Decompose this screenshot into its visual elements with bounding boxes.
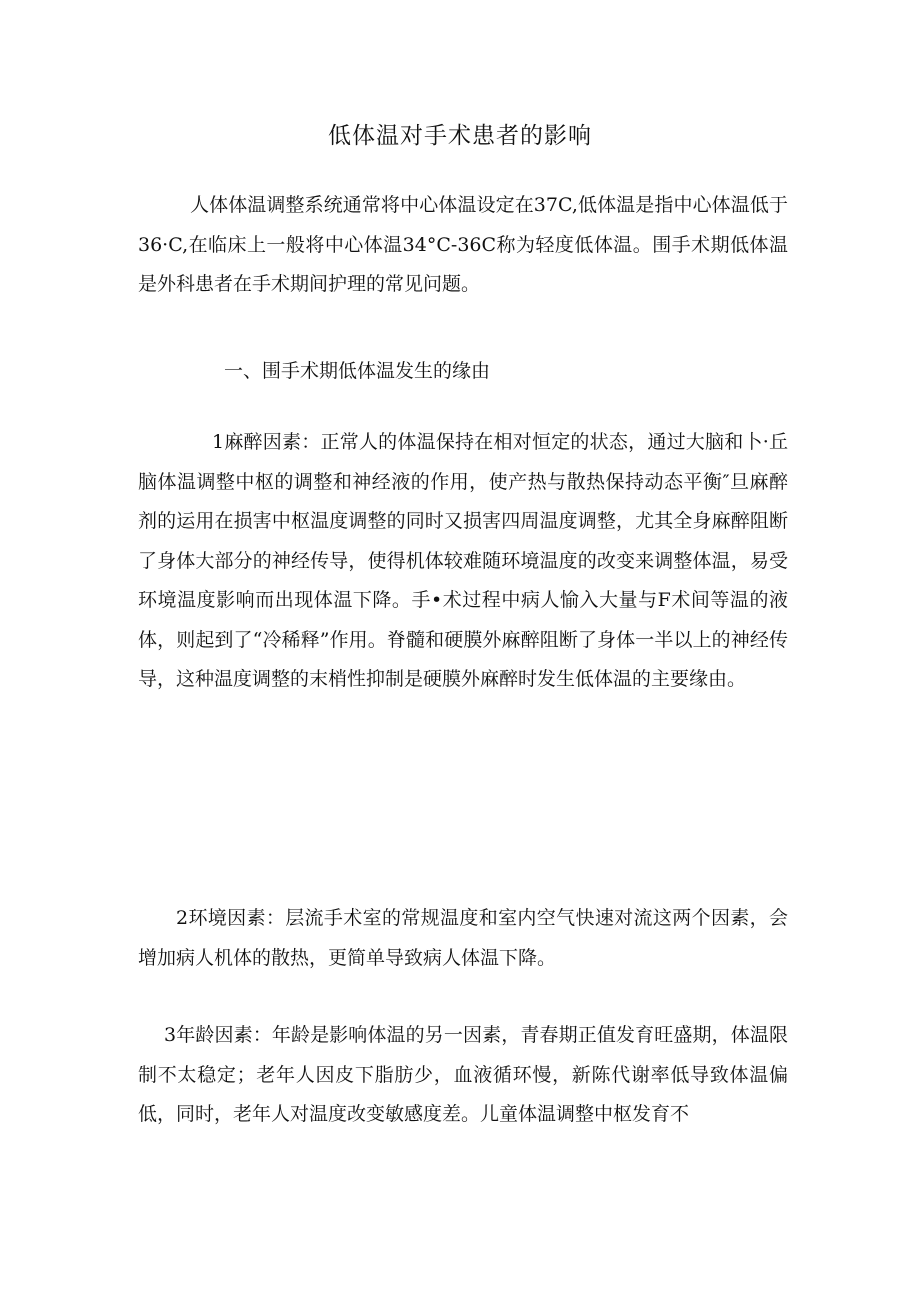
document-title: 低体温对手术患者的影响 — [328, 123, 592, 149]
anesthesia-factor-paragraph: 1麻醉因素：正常人的体温保持在相对恒定的状态，通过大脑和卜·丘脑体温调整中枢的调整和神经液的作用，使产热与散热保持动态平衡″旦麻醉剂的运用在损害中枢温度调整的同时又损害四周温度调整，尤其全身麻醉阻断了身体大部分的神经传导，使得机体较难随环境温度的改变来调整体温，易受环境温度影响而出现体温下降。手•术过程中病人愉入大量与F术间等温的液体，则起到了“冷稀释”作用。脊髓和硬膜外麻醉阻断了身体一半以上的神经传导，这种温度调整的末梢性抑制是硬膜外麻醉时发生低体温的主要缘由。 — [138, 431, 788, 690]
environment-factor-paragraph: 2环境因素：层流手术室的常规温度和室内空气快速对流这两个因素，会增加病人机体的散热，更简单导致病人体温下降。 — [138, 907, 788, 969]
age-factor-paragraph: 3年龄因素：年龄是影响体温的另一因素，青春期正值发育旺盛期，体温限制不太稳定；老年人因皮下脂肪少，血液循环慢，新陈代谢率低导致体温偏低，同时，老年人对温度改变敏感度差。儿童体温调整中枢发育不 — [138, 1024, 788, 1125]
section-heading: 一、围手术期低体温发生的缘由 — [224, 360, 491, 382]
intro-paragraph: 人体体温调整系统通常将中心体温设定在37C,低体温是指中心体温低于36·C,在临床上一般将中心体温34°C-36C称为轻度低体温。围手术期低体温是外科患者在手术期间护理的常见问题。 — [138, 194, 788, 295]
